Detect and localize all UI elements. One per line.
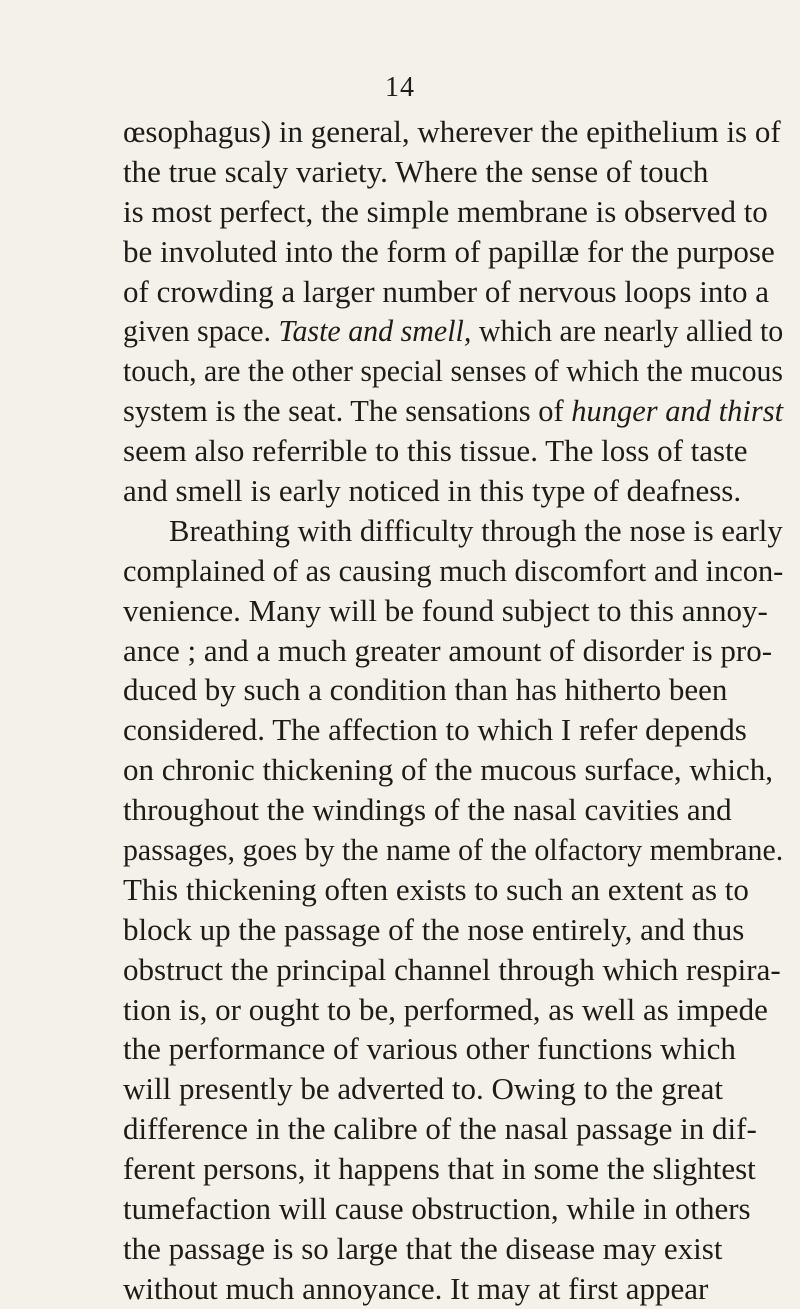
text-segment: touch, are the other special senses of which the mucous (123, 353, 783, 389)
text-line (123, 990, 783, 1030)
text-line (123, 112, 783, 152)
text-line (123, 511, 783, 551)
italic-phrase: hunger and thirst (571, 393, 784, 429)
text-line (123, 910, 783, 950)
text-line (123, 1189, 783, 1229)
text-line (123, 631, 783, 671)
text-segment: on chronic thickening of the mucous surface, which, (123, 752, 773, 788)
text-segment: obstruct the principal channel through which respira- (123, 951, 781, 987)
text-line (123, 591, 783, 631)
text-line (123, 551, 784, 591)
text-line (123, 750, 783, 790)
text-line (123, 1149, 783, 1189)
text-segment: duced by such a condition than has hitherto been (123, 672, 728, 708)
text-segment: This thickening often exists to such an extent as to (123, 871, 749, 907)
text-line (123, 950, 783, 990)
text-segment: the true scaly variety. Where the sense of touch (123, 153, 709, 189)
text-segment: venience. Many will be found subject to this annoy- (123, 592, 768, 628)
text-segment: difference in the calibre of the nasal passage in dif- (123, 1111, 757, 1147)
text-segment: Breathing with difficulty through the nose is early (123, 512, 783, 548)
text-line (123, 391, 784, 431)
text-segment: œsophagus) in general, wherever the epithelium is of (123, 114, 781, 149)
text-line (123, 471, 783, 511)
text-segment: ferent persons, it happens that in some the slightest (123, 1151, 756, 1187)
text-segment: the performance of various other functions which (123, 1031, 736, 1067)
text-segment: throughout the windings of the nasal cavities and (123, 792, 732, 828)
text-segment: seem also referrible to this tissue. The loss of taste (123, 433, 748, 469)
text-segment: will presently be adverted to. Owing to the great (123, 1071, 724, 1107)
text-line (123, 1269, 783, 1309)
body-text (123, 112, 783, 1309)
text-line (123, 790, 783, 830)
text-line (123, 1029, 783, 1069)
text-line (123, 870, 783, 910)
text-line (123, 670, 783, 710)
text-segment: ance ; and a much greater amount of disorder is pro- (123, 632, 773, 668)
text-line (123, 351, 783, 391)
text-line (123, 311, 784, 351)
text-segment: passages, goes by the name of the olfactory membrane. (123, 832, 784, 868)
text-line (123, 152, 783, 192)
text-line (123, 431, 783, 471)
text-line (123, 1109, 783, 1149)
text-segment: complained of as causing much discomfort and incon- (123, 552, 784, 588)
text-line (123, 1229, 783, 1269)
text-line (123, 710, 783, 750)
text-segment: block up the passage of the nose entirely, and thus (123, 911, 745, 947)
text-segment: which are nearly allied to (471, 313, 784, 349)
page-number: 14 (385, 72, 415, 103)
text-segment: tumefaction will cause obstruction, while in others (123, 1191, 751, 1227)
text-segment: be involuted into the form of papillæ for the purpose (123, 233, 775, 269)
text-segment: is most perfect, the simple membrane is observed to (123, 193, 768, 229)
text-segment: tion is, or ought to be, performed, as well as impede (123, 991, 768, 1027)
text-line (123, 830, 784, 870)
text-segment: given space. (123, 313, 279, 349)
text-segment: considered. The affection to which I refer depends (123, 712, 747, 748)
text-line (123, 1069, 783, 1109)
text-line (123, 272, 783, 312)
text-segment: of crowding a larger number of nervous loops into a (123, 273, 769, 309)
text-segment: system is the seat. The sensations of (123, 393, 572, 429)
text-line (123, 192, 783, 232)
text-segment: and smell is early noticed in this type of deafness. (123, 473, 742, 509)
text-segment: the passage is so large that the disease may exist (123, 1230, 723, 1266)
italic-phrase: Taste and smell, (278, 313, 472, 349)
text-line (123, 232, 783, 272)
text-segment: without much annoyance. It may at first appear (123, 1270, 709, 1306)
